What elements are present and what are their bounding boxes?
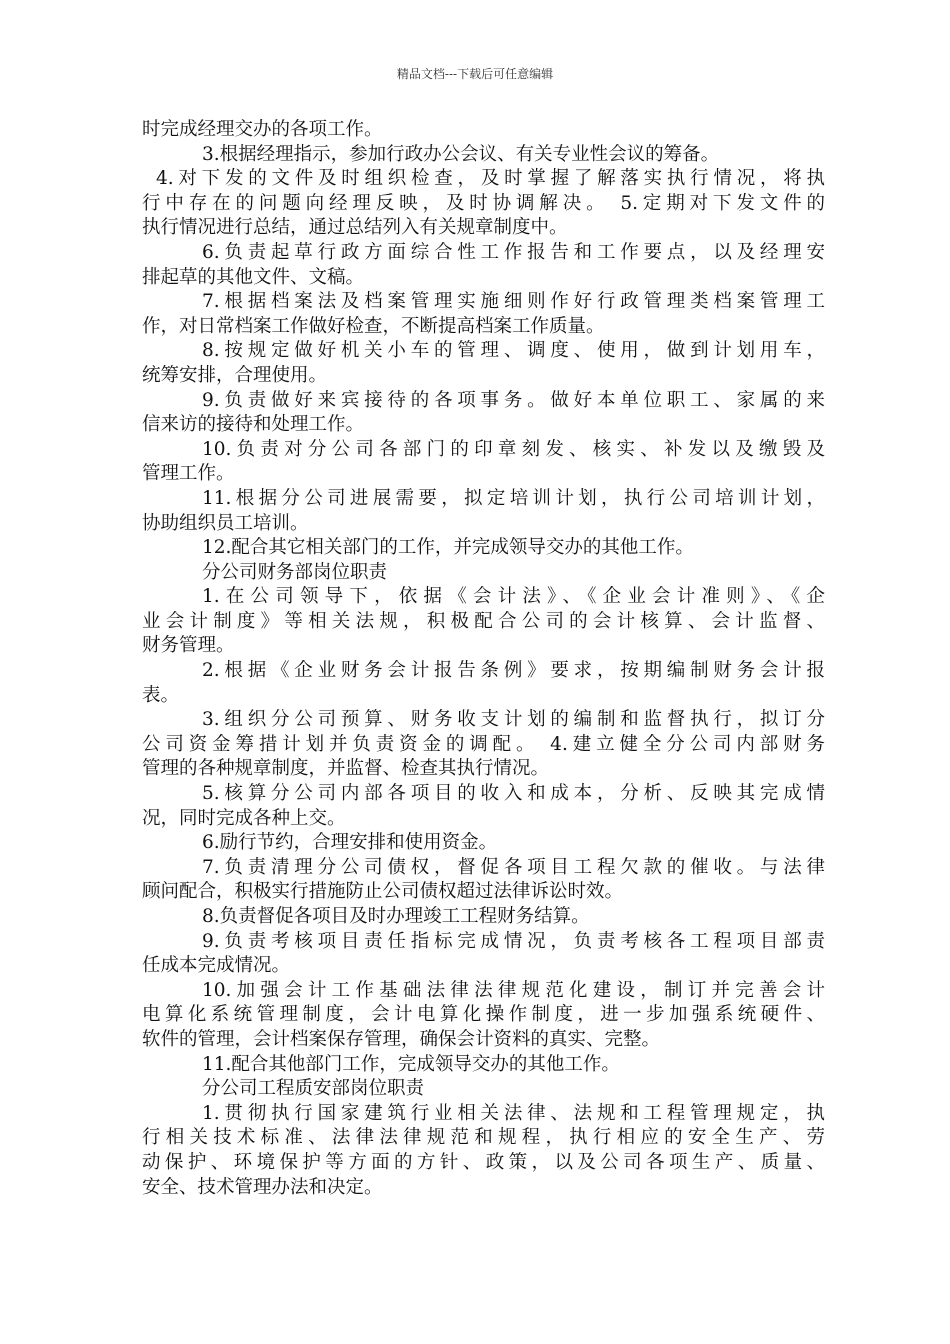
text-line: 管理的各种规章制度，并监督、检查其执行情况。 bbox=[142, 758, 550, 780]
text-line: 分公司工程质安部岗位职责 bbox=[202, 1078, 425, 1100]
text-line: 表。 bbox=[142, 684, 180, 706]
text-line: 7.负责清理分公司债权，督促各项目工程欠款的催收。与法律 bbox=[202, 856, 825, 878]
text-line: 11.根据分公司进展需要，拟定培训计划，执行公司培训计划， bbox=[202, 487, 825, 509]
text-line: 2.根据《企业财务会计报告条例》要求，按期编制财务会计报 bbox=[202, 660, 825, 682]
text-line: 业会计制度》等相关法规，积极配合公司的会计核算、会计监督、 bbox=[142, 610, 825, 632]
text-line: 8.按规定做好机关小车的管理、调度、使用，做到计划用车， bbox=[202, 340, 825, 362]
text-line: 排起草的其他文件、文稿。 bbox=[142, 266, 365, 288]
text-line: 作，对日常档案工作做好检查，不断提高档案工作质量。 bbox=[142, 315, 605, 337]
text-line: 电算化系统管理制度，会计电算化操作制度，进一步加强系统硬件、 bbox=[142, 1004, 825, 1026]
text-line: 8.负责督促各项目及时办理竣工工程财务结算。 bbox=[202, 906, 590, 927]
text-line: 况，同时完成各种上交。 bbox=[142, 807, 346, 829]
text-line: 4.对下发的文件及时组织检查，及时掌握了解落实执行情况，将执 bbox=[156, 168, 825, 190]
text-line: 9.负责考核项目责任指标完成情况，负责考核各工程项目部责 bbox=[202, 930, 825, 952]
text-line: 行中存在的问题向经理反映，及时协调解决。 5.定期对下发文件的 bbox=[142, 192, 825, 214]
text-line: 1.贯彻执行国家建筑行业相关法律、法规和工程管理规定，执 bbox=[202, 1102, 825, 1124]
text-line: 5.核算分公司内部各项目的收入和成本，分析、反映其完成情 bbox=[202, 783, 825, 805]
text-line: 3.根据经理指示，参加行政办公会议、有关专业性会议的筹备。 bbox=[202, 143, 720, 165]
text-line: 公司资金筹措计划并负责资金的调配。 4.建立健全分公司内部财务 bbox=[142, 733, 825, 755]
text-line: 管理工作。 bbox=[142, 463, 235, 485]
text-line: 6.励行节约，合理安排和使用资金。 bbox=[202, 832, 498, 854]
text-line: 10.加强会计工作基础法律法律规范化建设，制订并完善会计 bbox=[202, 979, 825, 1001]
text-line: 1.在公司领导下，依据《会计法》、《企业会计准则》、《企 bbox=[202, 586, 825, 608]
text-line: 分公司财务部岗位职责 bbox=[202, 561, 388, 583]
text-line: 10.负责对分公司各部门的印章刻发、核实、补发以及缴毁及 bbox=[202, 438, 825, 460]
text-line: 顾问配合，积极实行措施防止公司债权超过法律诉讼时效。 bbox=[142, 881, 624, 903]
text-line: 财务管理。 bbox=[142, 635, 235, 657]
text-line: 动保护、环境保护等方面的方针、政策，以及公司各项生产、质量、 bbox=[142, 1151, 825, 1173]
text-line: 12.配合其它相关部门的工作，并完成领导交办的其他工作。 bbox=[202, 537, 694, 559]
text-line: 执行情况进行总结，通过总结列入有关规章制度中。 bbox=[142, 217, 568, 239]
text-line: 11.配合其他部门工作，完成领导交办的其他工作。 bbox=[202, 1053, 620, 1075]
text-line: 软件的管理，会计档案保存管理，确保会计资料的真实、完整。 bbox=[142, 1028, 661, 1050]
text-line: 9.负责做好来宾接待的各项事务。做好本单位职工、家属的来 bbox=[202, 389, 825, 411]
text-line: 任成本完成情况。 bbox=[142, 955, 291, 977]
document-body bbox=[142, 118, 825, 1200]
text-line: 安全、技术管理办法和决定。 bbox=[142, 1176, 383, 1198]
text-line: 行相关技术标准、法律法律规范和规程，执行相应的安全生产、劳 bbox=[142, 1127, 825, 1149]
text-line: 协助组织员工培训。 bbox=[142, 512, 309, 534]
page-header: 精品文档---下载后可任意编辑 bbox=[396, 67, 554, 81]
text-line: 6.负责起草行政方面综合性工作报告和工作要点，以及经理安 bbox=[202, 241, 825, 263]
text-line: 信来访的接待和处理工作。 bbox=[142, 414, 365, 436]
text-line: 3.组织分公司预算、财务收支计划的编制和监督执行，拟订分 bbox=[202, 709, 825, 731]
text-line: 时完成经理交办的各项工作。 bbox=[142, 119, 383, 140]
text-line: 统筹安排，合理使用。 bbox=[142, 364, 328, 386]
text-line: 7.根据档案法及档案管理实施细则作好行政管理类档案管理工 bbox=[202, 291, 825, 313]
